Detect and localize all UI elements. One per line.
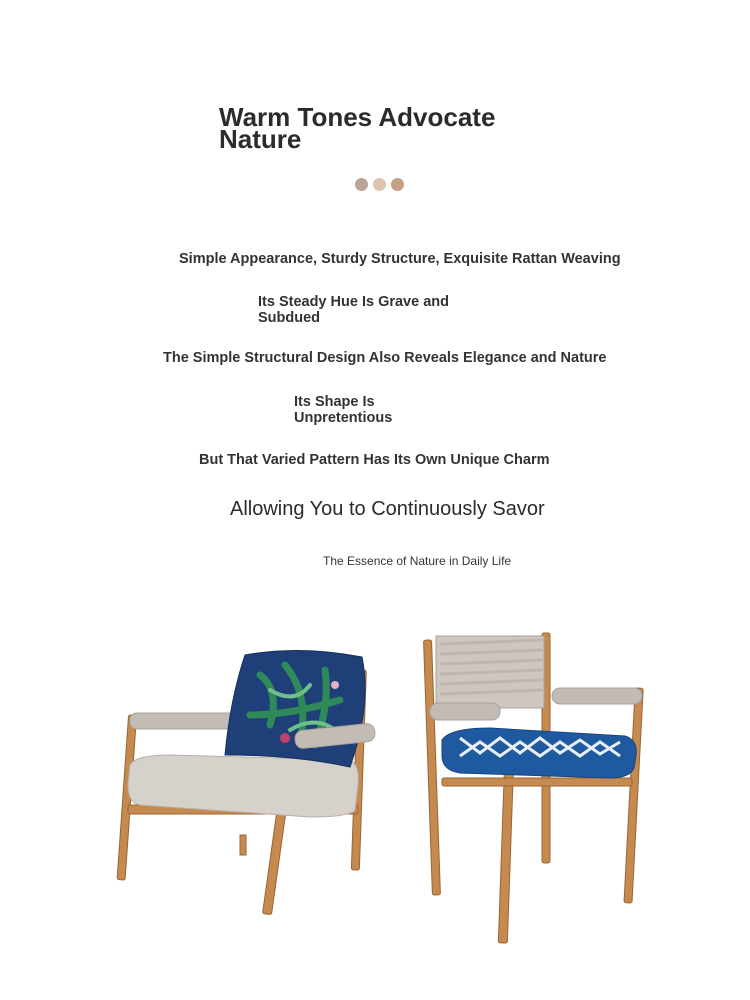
page-title: Warm Tones Advocate Nature xyxy=(219,102,496,154)
feature-line-4: Its Shape Is Unpretentious xyxy=(294,394,393,426)
color-dot-2 xyxy=(373,178,386,191)
color-dot-1 xyxy=(355,178,368,191)
tagline: Allowing You to Continuously Savor xyxy=(230,498,545,520)
dining-chair-image xyxy=(420,628,660,948)
sub-tagline: The Essence of Nature in Daily Life xyxy=(323,554,512,568)
feature-line-2: Its Steady Hue Is Grave and Subdued xyxy=(258,294,449,326)
feature-line-1: Simple Appearance, Sturdy Structure, Exquisite Rattan Weaving xyxy=(179,251,621,267)
feature-line-5: But That Varied Pattern Has Its Own Unique Charm xyxy=(199,452,550,468)
feature-line-3: The Simple Structural Design Also Reveals Elegance and Nature xyxy=(163,350,607,366)
color-dot-3 xyxy=(391,178,404,191)
color-dots xyxy=(355,178,404,191)
lounge-chair-image xyxy=(110,645,380,920)
